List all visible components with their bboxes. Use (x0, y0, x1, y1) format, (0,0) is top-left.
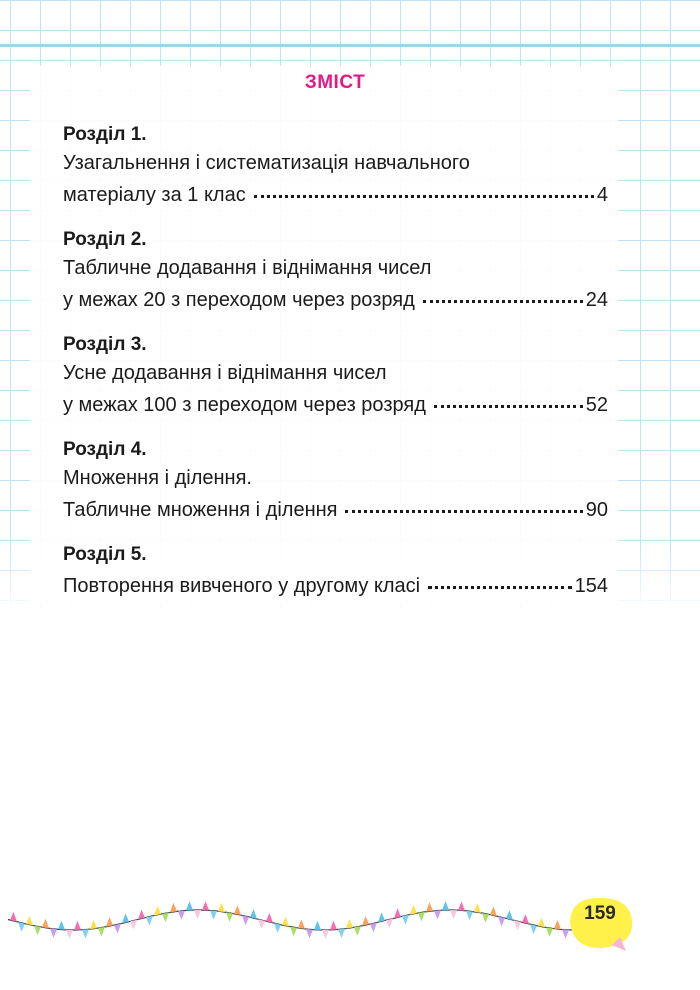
dot-leader (423, 280, 583, 303)
bunting-flag (362, 916, 369, 926)
page-number: 159 (584, 903, 616, 924)
bunting-flag (42, 919, 49, 929)
section-title-last-line: матеріалу за 1 клас (63, 184, 246, 206)
bunting-flag (122, 914, 129, 924)
section-heading: Розділ 4. (63, 439, 147, 460)
bunting-flag (74, 921, 81, 930)
section-heading: Розділ 2. (63, 229, 147, 250)
page-ref: 24 (585, 289, 608, 311)
bunting-flag (394, 908, 401, 918)
toc-entry[interactable] (63, 493, 608, 525)
bunting-flag (90, 920, 97, 929)
bunting-flag (370, 923, 377, 933)
bunting-flag (338, 929, 345, 938)
bunting-flag (50, 928, 57, 937)
section-heading: Розділ 3. (63, 334, 147, 355)
bunting-flag (202, 901, 209, 910)
toc-section-5 (63, 540, 608, 601)
toc-entry[interactable] (63, 178, 608, 210)
section-title-line: Узагальнення і систематизація навчального (63, 152, 470, 174)
bunting-flag (418, 912, 425, 922)
bunting-flag (186, 901, 193, 910)
toc-entry[interactable] (63, 283, 608, 315)
bunting-flag (354, 926, 361, 936)
toc-entry[interactable] (63, 569, 608, 601)
bunting-flag (162, 913, 169, 923)
page-ref: 154 (574, 575, 608, 597)
bunting-flag (154, 906, 161, 916)
bunting-flag (138, 910, 145, 920)
bunting-flag (274, 923, 281, 933)
bunting-flag (458, 902, 465, 911)
bunting-flag (546, 927, 553, 937)
table-of-contents (63, 120, 608, 616)
bunting-flag (402, 915, 409, 925)
bunting-flag (250, 909, 257, 919)
toc-section-2 (63, 225, 608, 315)
bunting-flag (306, 929, 313, 938)
section-title-line: Множення і ділення. (63, 467, 252, 489)
bunting-flag (266, 913, 273, 923)
bunting-flag (210, 910, 217, 919)
bunting-flag (234, 905, 241, 915)
bunting-flag (18, 922, 25, 932)
bunting-flag (298, 919, 305, 929)
top-rule (0, 44, 700, 47)
dot-leader (434, 385, 583, 408)
bunting-flag (58, 921, 65, 930)
bunting-flag (482, 913, 489, 923)
bunting-flag (474, 903, 481, 913)
bunting-ribbon-decoration (0, 888, 580, 958)
bunting-flag (322, 930, 329, 939)
bunting-flag (434, 910, 441, 919)
page-ref: 52 (585, 394, 608, 416)
dot-leader (428, 566, 572, 589)
bunting-flag (490, 906, 497, 916)
bunting-flag (82, 929, 89, 938)
section-title-line: Табличне додавання і віднімання чисел (63, 257, 432, 279)
bunting-flag (34, 926, 41, 936)
toc-section-3 (63, 330, 608, 420)
bunting-flag (218, 903, 225, 913)
bunting-flag (442, 901, 449, 910)
page-title: ЗМІСТ (304, 72, 366, 93)
bunting-flag (386, 919, 393, 929)
dot-leader (345, 490, 582, 513)
bunting-flag (466, 911, 473, 920)
page-ref: 90 (585, 499, 608, 521)
toc-section-4 (63, 435, 608, 525)
bunting-flag (66, 930, 73, 939)
bunting-flag (26, 916, 33, 926)
dot-leader (254, 175, 594, 198)
bunting-flag (178, 911, 185, 920)
bunting-flag (170, 903, 177, 913)
bunting-flag (194, 910, 201, 919)
bunting-flag (378, 912, 385, 922)
section-heading: Розділ 1. (63, 124, 147, 145)
bunting-flag (242, 915, 249, 925)
bunting-flag (290, 927, 297, 937)
section-title-last-line: у межах 20 з переходом через розряд (63, 289, 415, 311)
bunting-flag (130, 920, 137, 930)
toc-entry[interactable] (63, 388, 608, 420)
bunting-flag (258, 919, 265, 929)
section-title-last-line: у межах 100 з переходом через розряд (63, 394, 426, 416)
bunting-flag (106, 917, 113, 927)
section-title-last-line: Повторення вивченого у другому класі (63, 575, 421, 597)
bunting-flag (498, 916, 505, 926)
section-title-last-line: Табличне множення і ділення (63, 499, 338, 521)
bunting-flag (98, 927, 105, 937)
bunting-flag (282, 917, 289, 927)
bunting-flag (538, 918, 545, 928)
section-heading: Розділ 5. (63, 544, 147, 565)
bunting-flag (410, 905, 417, 915)
toc-section-1 (63, 120, 608, 210)
bunting-flag (114, 924, 121, 934)
page-ref: 4 (596, 184, 608, 206)
bunting-flag (450, 910, 457, 919)
bunting-flag (146, 916, 153, 926)
bunting-flag (426, 902, 433, 911)
bunting-flag (522, 914, 529, 924)
bunting-flag (330, 921, 337, 930)
bunting-flag (10, 912, 17, 922)
section-title-line: Усне додавання і віднімання чисел (63, 362, 387, 384)
bunting-flag (314, 921, 321, 930)
bunting-flag (226, 912, 233, 922)
bunting-flag (346, 919, 353, 929)
bunting-flag (530, 924, 537, 934)
